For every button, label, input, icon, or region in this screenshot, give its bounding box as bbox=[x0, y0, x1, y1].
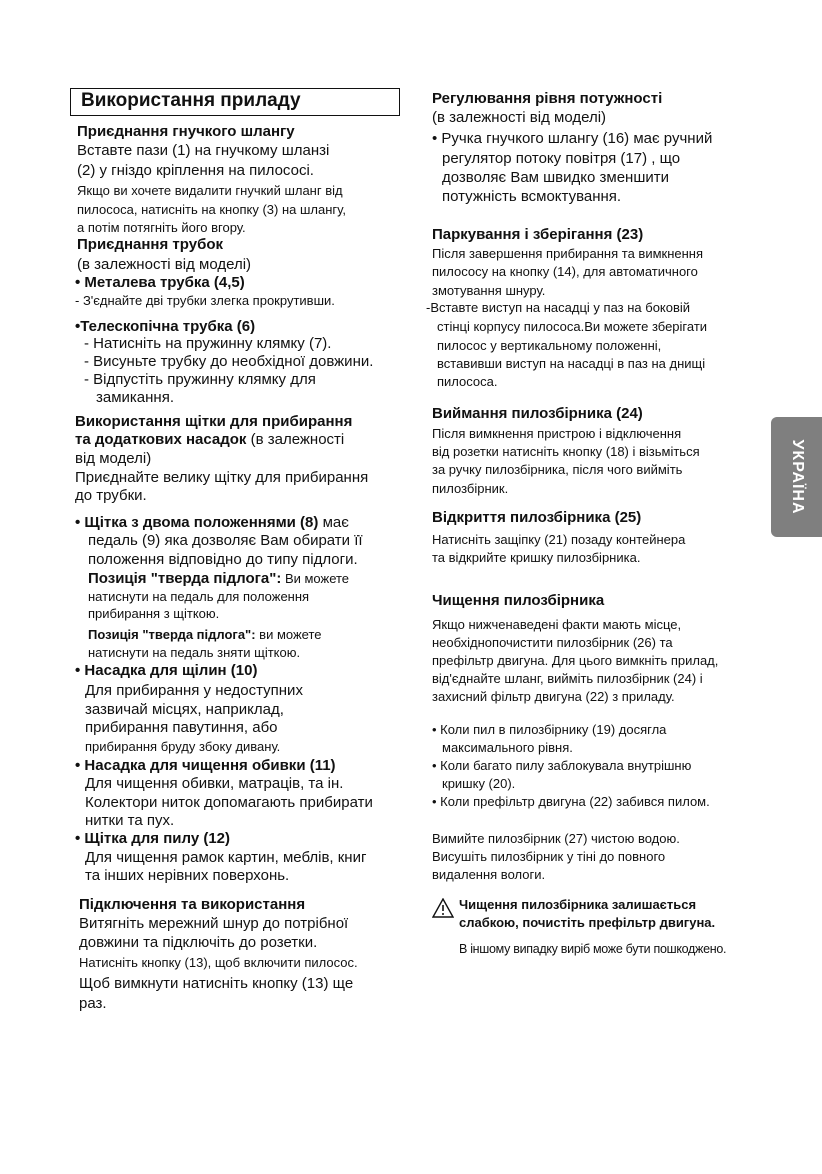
text-line: змотування шнуру. bbox=[432, 283, 546, 298]
text-line: - Натисніть на пружинну клямку (7). bbox=[84, 335, 332, 352]
hose-heading: Приєднання гнучкого шлангу bbox=[77, 123, 295, 140]
list-item: • Коли багато пилу заблокувала внутрішню bbox=[432, 758, 692, 773]
text-line: пилососа. bbox=[437, 374, 498, 389]
dust-brush-heading: • Щітка для пилу (12) bbox=[75, 830, 231, 847]
text-line: потужність всмоктування. bbox=[442, 188, 622, 205]
text-span: ви можете bbox=[255, 627, 322, 642]
warning-icon bbox=[432, 898, 454, 918]
brush-heading-2: та додаткових насадок bbox=[75, 431, 247, 448]
crevice-tool-heading: • Насадка для щілин (10) bbox=[75, 662, 258, 679]
text-line bbox=[88, 627, 322, 642]
clean-dust-container-heading: Чищення пилозбірника bbox=[432, 592, 605, 609]
text-line: пилосос у вертикальному положенні, bbox=[437, 338, 662, 353]
metal-tube-heading: • Металева трубка (4,5) bbox=[75, 274, 245, 291]
text-line: вставивши виступ на насадці в паз на днищі bbox=[437, 356, 706, 371]
open-dust-container-heading: Відкриття пилозбірника (25) bbox=[432, 509, 642, 526]
language-tab-label: УКРАЇНА bbox=[788, 439, 806, 515]
text-line: Витягніть мережний шнур до потрібної bbox=[79, 915, 349, 932]
text-line: стінці корпусу пилососа.Ви можете зберігати bbox=[437, 319, 708, 334]
text-line: Вставте пази (1) на гнучкому шланзі bbox=[77, 142, 330, 159]
text-line: Щоб вимкнути натисніть кнопку (13) ще bbox=[79, 975, 354, 992]
brush-heading: Використання щітки для прибирання bbox=[75, 413, 353, 430]
text-line: до трубки. bbox=[75, 487, 147, 504]
text-line bbox=[75, 514, 349, 531]
warning-text: слабкою, почистіть префільтр двигуна. bbox=[459, 915, 716, 930]
text-line: (в залежності від моделі) bbox=[432, 109, 607, 126]
text-line: видалення вологи. bbox=[432, 867, 546, 882]
text-line: Натисніть кнопку (13), щоб включити пилосос. bbox=[79, 955, 358, 970]
text-line: натиснути на педаль для положення bbox=[88, 589, 310, 604]
tubes-heading: Приєднання трубок bbox=[77, 236, 224, 253]
remove-dust-container-heading: Виймання пилозбірника (24) bbox=[432, 405, 643, 422]
text-line: Після завершення прибирання та вимкнення bbox=[432, 246, 704, 261]
text-line: довжини та підключіть до розетки. bbox=[79, 934, 318, 951]
connection-heading: Підключення та використання bbox=[79, 896, 306, 913]
text-line: Вимийте пилозбірник (27) чистою водою. bbox=[432, 831, 680, 846]
text-line bbox=[88, 570, 349, 587]
page-title: Використання приладу bbox=[81, 90, 301, 111]
list-item: • Коли пил в пилозбірнику (19) досягла bbox=[432, 722, 667, 737]
text-line: - Відпустіть пружинну клямку для bbox=[84, 371, 316, 388]
text-line: зазвичай місцях, наприклад, bbox=[85, 701, 284, 718]
list-item: • Коли префільтр двигуна (22) забився пилом. bbox=[432, 794, 710, 809]
text-line: а потім потягніть його вгору. bbox=[77, 220, 246, 235]
text-line: Для прибирання у недоступних bbox=[85, 682, 303, 699]
power-heading: Регулювання рівня потужності bbox=[432, 90, 663, 107]
two-position-brush-heading: • Щітка з двома положеннями (8) bbox=[75, 514, 319, 531]
text-line: Якщо ви хочете видалити гнучкий шланг від bbox=[77, 183, 343, 198]
text-line: від розетки натисніть кнопку (18) і візьміться bbox=[432, 444, 700, 459]
text-line: Приєднайте велику щітку для прибирання bbox=[75, 469, 369, 486]
text-line: (2) у гніздо кріплення на пилососі. bbox=[77, 162, 314, 179]
text-line: раз. bbox=[79, 995, 107, 1012]
text-line: натиснути на педаль зняти щіткою. bbox=[88, 645, 301, 660]
text-line: прибирання з щіткою. bbox=[88, 606, 220, 621]
text-line: від моделі) bbox=[75, 450, 152, 467]
text-line: дозволяє Вам швидко зменшити bbox=[442, 169, 669, 186]
text-line: Для чищення рамок картин, меблів, книг bbox=[85, 849, 367, 866]
text-line: необхіднопочистити пилозбірник (26) та bbox=[432, 635, 673, 650]
text-line: - Висуньте трубку до необхідної довжини. bbox=[84, 353, 374, 370]
warning-text: Чищення пилозбірника залишається bbox=[459, 897, 697, 912]
text-line: замикання. bbox=[96, 389, 175, 406]
list-item: кришку (20). bbox=[442, 776, 516, 791]
text-line: пилососа, натисніть на кнопку (3) на шлангу, bbox=[77, 202, 346, 217]
telescopic-tube-heading: •Телескопічна трубка (6) bbox=[75, 318, 256, 335]
text-line: Висушіть пилозбірник у тіні до повного bbox=[432, 849, 666, 864]
language-tab bbox=[771, 417, 822, 537]
text-line: -Вставте виступ на насадці у паз на боковій bbox=[426, 300, 691, 315]
text-line: педаль (9) яка дозволяє Вам обирати її bbox=[88, 532, 363, 549]
list-item: максимального рівня. bbox=[442, 740, 573, 755]
warning-note: В іншому випадку виріб може бути пошкоджено. bbox=[459, 942, 727, 956]
text-line: від'єднайте шланг, вийміть пилозбірник (24) і bbox=[432, 671, 703, 686]
text-line: прибирання павутиння, або bbox=[85, 719, 278, 736]
text-line: (в залежності від моделі) bbox=[77, 256, 252, 273]
text-line: прибирання бруду збоку дивану. bbox=[85, 739, 281, 754]
text-line: регулятор потоку повітря (17) , що bbox=[442, 150, 681, 167]
text-line: • Ручка гнучкого шлангу (16) має ручний bbox=[432, 130, 713, 147]
text-line: Якщо нижченаведені факти мають місце, bbox=[432, 617, 682, 632]
text-line: положення відповідно до типу підлоги. bbox=[88, 551, 358, 568]
text-line bbox=[75, 431, 344, 448]
text-line: префільтр двигуна. Для цього вимкніть прилад, bbox=[432, 653, 719, 668]
text-line: нитки та пух. bbox=[85, 812, 175, 829]
text-span: (в залежності bbox=[246, 431, 345, 448]
hard-floor-heading: Позиція "тверда підлога": bbox=[88, 570, 282, 587]
text-line: пилозбірник. bbox=[432, 481, 509, 496]
text-line: та відкрийте кришку пилозбірника. bbox=[432, 550, 641, 565]
text-line: Натисніть защіпку (21) позаду контейнера bbox=[432, 532, 686, 547]
text-line: та інших нерівних поверхонь. bbox=[85, 867, 290, 884]
text-span: має bbox=[318, 514, 349, 531]
text-line: Колектори ниток допомагають прибирати bbox=[85, 794, 373, 811]
text-line: Для чищення обивки, матраців, та ін. bbox=[85, 775, 344, 792]
upholstery-tool-heading: • Насадка для чищення обивки (11) bbox=[75, 757, 336, 774]
section-title-box bbox=[70, 88, 400, 116]
text-line: за ручку пилозбірника, після чого вийміть bbox=[432, 462, 683, 477]
text-line: - З'єднайте дві трубки злегка прокрутивши. bbox=[75, 293, 335, 308]
hard-floor-heading-2: Позиція "тверда підлога": bbox=[88, 627, 256, 642]
text-span: Ви можете bbox=[281, 571, 350, 586]
text-line: захисний фільтр двигуна (22) з приладу. bbox=[432, 689, 675, 704]
text-line: Після вимкнення пристрою і відключення bbox=[432, 426, 682, 441]
text-line: пилососу на кнопку (14), для автоматичного bbox=[432, 264, 698, 279]
parking-heading: Паркування і зберігання (23) bbox=[432, 226, 644, 243]
